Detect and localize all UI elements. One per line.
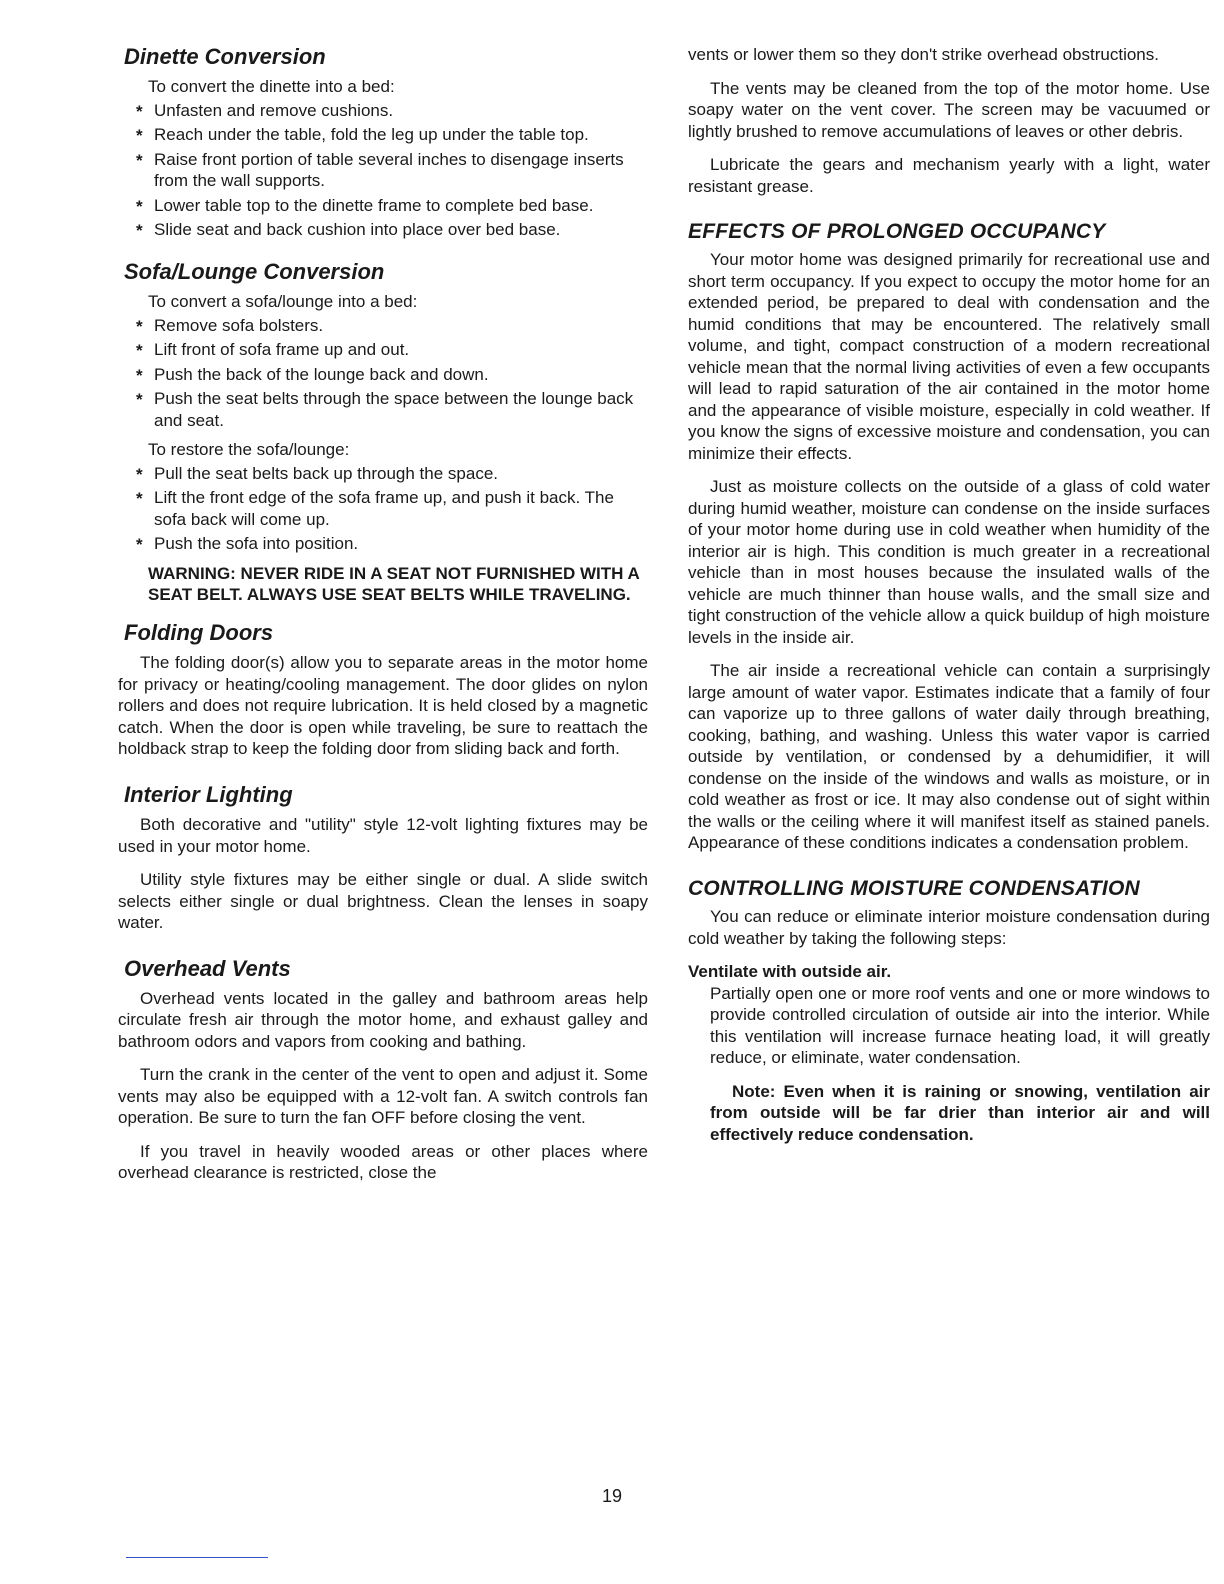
section-prolonged-occupancy [688,219,1210,854]
sofa-steps [118,315,648,432]
section-overhead-vents [118,956,648,1184]
list-item: * Pull the seat belts back up through the space. [118,463,648,485]
list-item: * Lift the front edge of the sofa frame up, and push it back. The sofa back will come up. [118,487,648,530]
list-item: * Lower table top to the dinette frame to complete bed base. [118,195,648,217]
vents-cont-p3: Lubricate the gears and mechanism yearly with a light, water resistant grease. [688,155,1210,196]
occupancy-p3: The air inside a recreational vehicle can contain a surprisingly large amount of water vapor. Estimates indicate that a family of four can vaporize up to three gallons of water daily through breathing, cooking, bathing, and washing. Unless this water vapor is carried outside by ventilation, or condensed by a dehumidifier, it will condense on the inside of the windows and walls as moisture, or in cold weather as frost or ice. It may also condense out of sight within the walls or the ceiling where it will manifest itself as stained panels. Appearance of these conditions indicates a condensation problem. [688,661,1210,853]
interior-lighting-p1: Both decorative and "utility" style 12-volt lighting fixtures may be used in your motor home. [118,815,648,856]
ventilate-subheading: Ventilate with outside air. [688,962,892,981]
controlling-heading: CONTROLLING MOISTURE CONDENSATION [688,876,1140,900]
right-column [688,44,1210,1157]
list-item: * Raise front portion of table several inches to disengage inserts from the wall supports. [118,149,648,192]
list-item: * Push the sofa into position. [118,533,648,555]
overhead-vents-p2: Turn the crank in the center of the vent to open and adjust it. Some vents may also be equipped with a 12-volt fan. A switch controls fan operation. Be sure to turn the fan OFF before closing the vent. [118,1065,648,1128]
occupancy-p1: Your motor home was designed primarily for recreational use and short term occupancy. If you expect to occupy the motor home for an extended period, be prepared to deal with condensation and the humid conditions that may be encountered. The relatively small volume, and tight, compact construction of a modern recreational vehicle mean that the normal living activities of even a few occupants will lead to rapid saturation of the air contained in the motor home and the appearance of visible moisture, especially in cold weather. If you know the signs of excessive moisture and condensation, you can minimize their effects. [688,250,1210,463]
controlling-intro: You can reduce or eliminate interior moisture condensation during cold weather by taking the following steps: [688,907,1210,948]
list-item: * Push the back of the lounge back and down. [118,364,648,386]
section-sofa-conversion [118,259,648,606]
dinette-steps [118,100,648,241]
vents-cont-p1: vents or lower them so they don't strike overhead obstructions. [688,45,1159,64]
interior-lighting-heading: Interior Lighting [124,781,293,807]
list-item: * Reach under the table, fold the leg up under the table top. [118,124,648,146]
ventilate-text: Partially open one or more roof vents and one or more windows to provide controlled circulation of outside air into the interior. While this ventilation will increase furnace heating load, it will greatly reduce, or eliminate, water condensation. [710,983,1210,1067]
ventilate-block [710,983,1210,1146]
section-vents-continued [688,44,1210,197]
list-item: * Lift front of sofa frame up and out. [118,339,648,361]
sofa-restore-steps [118,463,648,555]
section-dinette-conversion [118,44,648,241]
list-item: * Remove sofa bolsters. [118,315,648,337]
occupancy-heading: EFFECTS OF PROLONGED OCCUPANCY [688,220,1106,243]
list-item: * Unfasten and remove cushions. [118,100,648,122]
overhead-vents-heading: Overhead Vents [124,955,291,981]
folding-doors-text: The folding door(s) allow you to separate areas in the motor home for privacy or heating/cooling management. The door glides on nylon rollers and does not require lubrication. It is held closed by a magnetic catch. When the door is open while traveling, be sure to reattach the holdback strap to keep the folding door from sliding back and forth. [118,653,648,759]
section-folding-doors [118,620,648,760]
section-interior-lighting [118,782,648,934]
occupancy-p2: Just as moisture collects on the outside of a glass of cold water during humid weather, moisture can condense on the inside surfaces of your motor home during use in cold weather when humidity of the interior air is high. This condition is much greater in a recreational vehicle than in most houses because the insulated walls of the vehicle are much thinner than house walls, and the small size and tight construction of the vehicle allow a quick buildup of high moisture levels in the inside air. [688,477,1210,647]
section-controlling-condensation [688,876,1210,1145]
vents-cont-p2: The vents may be cleaned from the top of the motor home. Use soapy water on the vent cover. The screen may be vacuumed or lightly brushed to remove accumulations of leaves or other debris. [688,78,1210,141]
overhead-vents-p3: If you travel in heavily wooded areas or other places where overhead clearance is restricted, close the [118,1141,648,1183]
footer-rule [126,1557,268,1558]
dinette-intro: To convert the dinette into a bed: [148,77,395,97]
dinette-heading: Dinette Conversion [124,44,326,69]
sofa-heading: Sofa/Lounge Conversion [124,258,385,284]
seat-belt-warning: WARNING: NEVER RIDE IN A SEAT NOT FURNISHED WITH A SEAT BELT. ALWAYS USE SEAT BELTS WHILE TRAVELING. [148,563,640,605]
ventilate-note: Note: Even when it is raining or snowing, ventilation air from outside will be far drier than interior air and will effectively reduce condensation. [710,1081,1210,1144]
left-column [118,44,648,1196]
overhead-vents-p1: Overhead vents located in the galley and bathroom areas help circulate fresh air through the motor home, and exhaust galley and bathroom odors and vapors from cooking and bathing. [118,988,648,1051]
list-item: * Slide seat and back cushion into place over bed base. [118,219,648,241]
page-number: 19 [601,1486,623,1506]
sofa-intro: To convert a sofa/lounge into a bed: [148,292,418,312]
folding-doors-heading: Folding Doors [124,619,274,645]
interior-lighting-p2: Utility style fixtures may be either single or dual. A slide switch selects either single or dual brightness. Clean the lenses in soapy water. [118,870,648,933]
sofa-restore-intro: To restore the sofa/lounge: [148,440,350,460]
list-item: * Push the seat belts through the space between the lounge back and seat. [118,388,648,431]
